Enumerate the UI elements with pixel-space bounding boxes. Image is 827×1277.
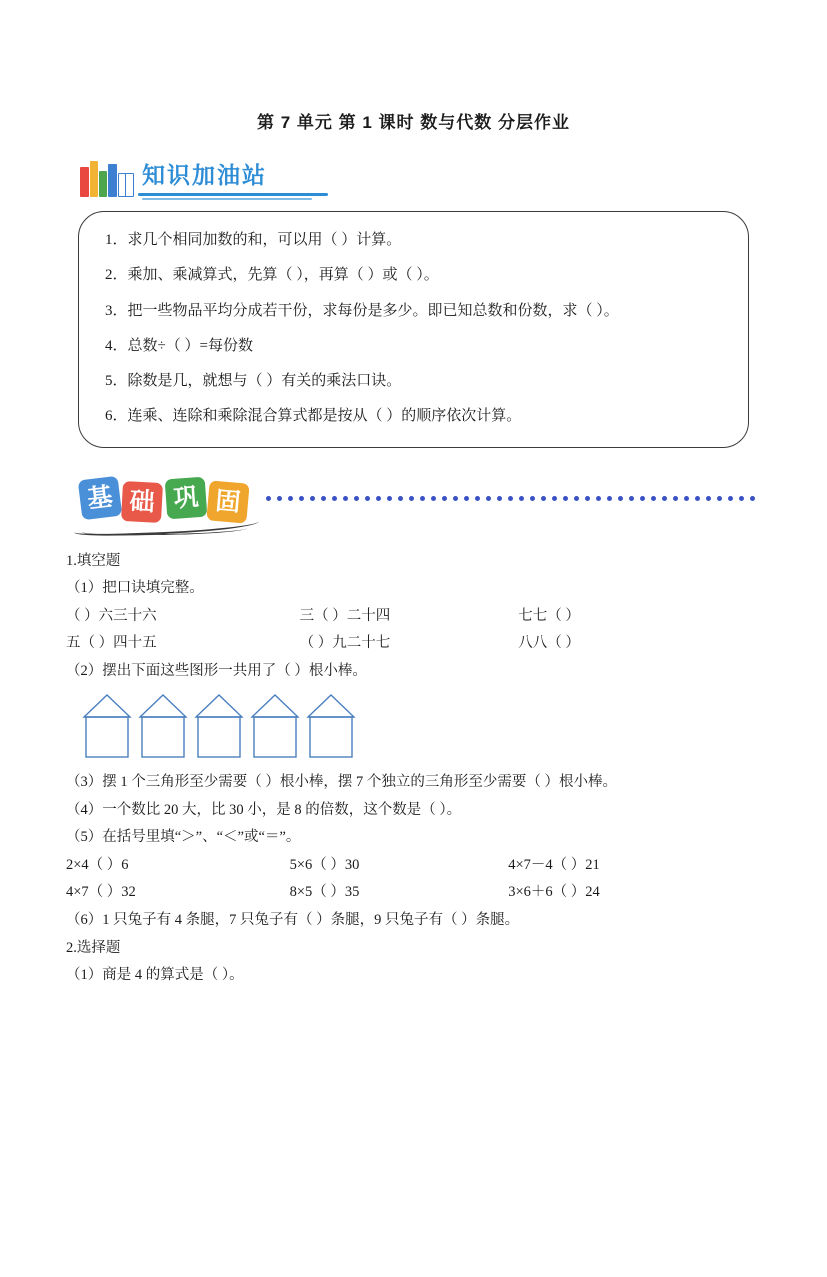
separator-dot [277,496,282,501]
q1-2-prompt: （2）摆出下面这些图形一共用了（ ）根小棒。 [66,662,367,679]
exercise-body [66,548,761,990]
q1-5-r1-c2: 5×6（ ）30 [289,856,360,873]
separator-dot [574,496,579,501]
q1-5-r1-c1: 2×4（ ）6 [66,856,129,873]
q2-1-prompt: （1）商是 4 的算式是（ ）。 [66,967,244,984]
separator-dot [530,496,535,501]
q1-3-prompt: （3）摆 1 个三角形至少需要（ ）根小棒，摆 7 个独立的三角形至少需要（ ）根小棒。 [66,774,617,791]
practice-banner [80,474,827,534]
separator-dot [739,496,744,501]
separator-dot [497,496,502,501]
page-title: 第 7 单元 第 1 课时 数与代数 分层作业 [257,113,570,132]
separator-dot [684,496,689,501]
q1-1-row-2 [66,630,761,658]
separator-dot [453,496,458,501]
separator-dot [662,496,667,501]
separator-dot [750,496,755,501]
separator-dot [464,496,469,501]
q1-6-prompt: （6）1 只兔子有 4 条腿，7 只兔子有（ ）条腿，9 只兔子有（ ）条腿。 [66,911,520,928]
document-page [0,108,827,1277]
q1-5-r2-c2: 8×5（ ）35 [289,884,360,901]
separator-dot [398,496,403,501]
banner-tile-1: 基 [78,475,123,520]
knowledge-section-header [80,155,827,201]
house-shapes-icon [82,691,372,763]
separator-dot [486,496,491,501]
q1-1-row-1 [66,603,761,631]
separator-dot [343,496,348,501]
separator-dot [420,496,425,501]
house-figure-group [82,691,761,763]
banner-tile-3: 巩 [165,476,208,519]
q1-1-r1-c2: 三（ ）二十四 [299,607,391,624]
knowledge-section-label: 知识加油站 [142,162,267,188]
q1-1-r2-c2: （ ）九二十七 [299,635,391,652]
separator-dot [508,496,513,501]
separator-dot [442,496,447,501]
separator-dot [376,496,381,501]
separator-dot [431,496,436,501]
separator-dot [299,496,304,501]
separator-dot [475,496,480,501]
knowledge-underline [138,193,328,196]
separator-dot [717,496,722,501]
knowledge-box [78,211,749,448]
separator-dot [673,496,678,501]
knowledge-item-3: 3．把一些物品平均分成若干份，求每份是多少。即已知总数和份数，求（ ）。 [105,302,619,319]
separator-dot [585,496,590,501]
q1-4-prompt: （4）一个数比 20 大，比 30 小，是 8 的倍数，这个数是（ ）。 [66,801,462,818]
dot-separator [266,496,746,504]
separator-dot [596,496,601,501]
knowledge-item-1: 1．求几个相同加数的和，可以用（ ）计算。 [105,232,402,248]
q1-5-r1-c3: 4×7－4（ ）21 [508,856,600,873]
separator-dot [552,496,557,501]
separator-dot [563,496,568,501]
knowledge-item-6: 6．连乘、连除和乘除混合算式都是按从（ ）的顺序依次计算。 [105,408,522,425]
separator-dot [310,496,315,501]
banner-swoosh-icon-2 [82,522,247,536]
separator-dot [321,496,326,501]
separator-dot [695,496,700,501]
separator-dot [640,496,645,501]
books-icon [80,159,136,197]
separator-dot [651,496,656,501]
banner-tile-4: 固 [206,480,249,523]
separator-dot [629,496,634,501]
separator-dot [728,496,733,501]
separator-dot [387,496,392,501]
banner-tile-2: 础 [121,480,163,522]
knowledge-item-2: 2．乘加、乘减算式，先算（ ），再算（ ）或（ ）。 [105,267,439,284]
separator-dot [332,496,337,501]
separator-dot [266,496,271,501]
q1-1-r2-c1: 五（ ）四十五 [66,635,157,652]
q1-1-r2-c3: 八八（ ） [518,635,580,652]
knowledge-item-5: 5．除数是几，就想与（ ）有关的乘法口诀。 [105,373,402,389]
q1-1-prompt: （1）把口诀填完整。 [66,580,204,597]
q1-5-row-2 [66,879,761,907]
separator-dot [519,496,524,501]
separator-dot [365,496,370,501]
separator-dot [607,496,612,501]
separator-dot [618,496,623,501]
q1-heading: 1.填空题 [66,552,121,569]
q1-5-prompt: （5）在括号里填“＞”、“＜”或“＝”。 [66,829,301,846]
knowledge-item-4: 4．总数÷（ ）=每份数 [105,337,253,354]
q1-5-row-1 [66,852,761,880]
q2-heading: 2.选择题 [66,939,121,956]
separator-dot [706,496,711,501]
q1-5-r2-c1: 4×7（ ）32 [66,884,136,901]
separator-dot [541,496,546,501]
q1-5-r2-c3: 3×6＋6（ ）24 [508,884,600,901]
separator-dot [409,496,414,501]
q1-1-r1-c3: 七七（ ） [518,607,580,624]
q1-1-r1-c1: （ ）六三十六 [66,607,157,624]
separator-dot [354,496,359,501]
separator-dot [288,496,293,501]
